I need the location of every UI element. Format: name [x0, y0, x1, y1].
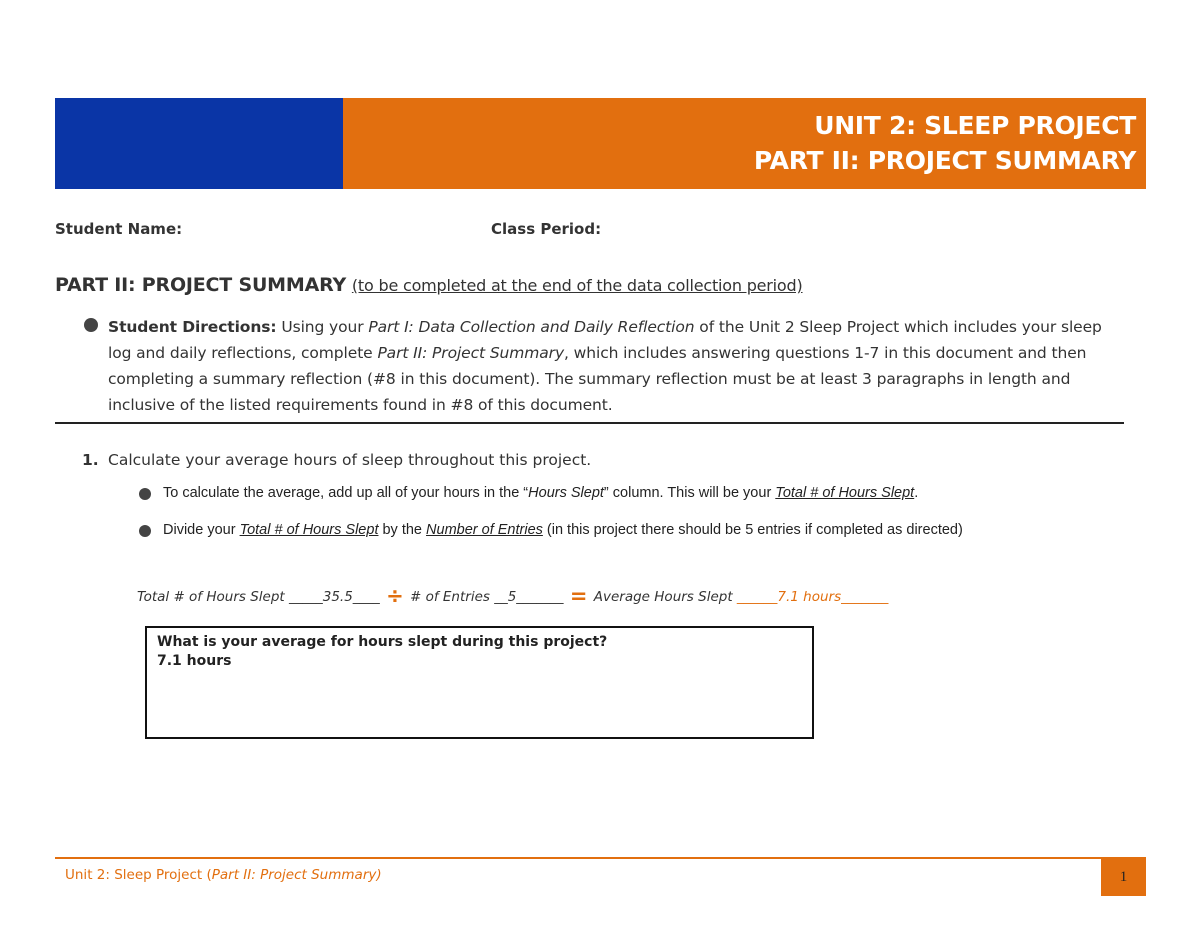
entries-label: # of Entries [405, 589, 495, 605]
section-subtitle: (to be completed at the end of the data collection period) [351, 276, 803, 295]
entries-value: __5_______ [494, 589, 564, 605]
divide-symbol: ÷ [386, 584, 404, 608]
question-1 [82, 451, 591, 469]
average-calculation [137, 584, 888, 608]
average-label: Average Hours Slept [589, 589, 737, 605]
title-line-2: PART II: PROJECT SUMMARY [753, 146, 1136, 175]
total-hours-label: Total # of Hours Slept [137, 589, 289, 605]
footer-text: Unit 2: Sleep Project (Part II: Project Summary) [65, 867, 382, 883]
student-directions: Student Directions: Using your Part I: Data Collection and Daily Reflection of the Unit 2 Sleep Project which includes your sleep log and daily reflections, complete Part II: Project Summary, which includes answering questions 1-7 in this document and then completing a summary reflection (#8 in this document). The summary reflection must be at least 3 paragraphs in length and inclusive of the listed requirements found in #8 of this document. [108, 318, 1102, 414]
section-title: PART II: PROJECT SUMMARY [55, 274, 347, 296]
answer-box[interactable] [145, 626, 814, 739]
question-text: Calculate your average hours of sleep throughout this project. [108, 451, 592, 469]
title-line-1: UNIT 2: SLEEP PROJECT [814, 111, 1136, 140]
directions-ref-part1: Part I: Data Collection and Daily Reflection [368, 318, 695, 336]
answer-value: 7.1 hours [157, 653, 232, 669]
directions-label: Student Directions: [108, 318, 277, 336]
question-number: 1. [82, 451, 99, 469]
bullet-icon [139, 488, 151, 500]
section-heading [55, 274, 803, 296]
banner-title [754, 108, 1136, 178]
student-name-label: Student Name: [55, 220, 183, 238]
bullet-icon [84, 318, 98, 332]
instruction-bullet-2: Divide your Total # of Hours Slept by the Number of Entries (in this project there should be 5 entries if completed as directed) [163, 522, 963, 538]
directions-ref-part2: Part II: Project Summary [377, 344, 565, 362]
class-period-label: Class Period: [491, 220, 602, 238]
total-hours-value: _____35.5____ [288, 589, 380, 605]
page-number: 1 [1101, 859, 1146, 896]
equals-symbol: = [569, 584, 588, 608]
header-banner [55, 98, 1146, 189]
answer-question: What is your average for hours slept during this project? [157, 634, 608, 650]
section-divider [55, 422, 1124, 424]
bullet-icon [139, 525, 151, 537]
instruction-bullet-1: To calculate the average, add up all of your hours in the “Hours Slept” column. This will be your Total # of Hours Slept. [163, 485, 919, 501]
banner-blue-block [55, 98, 343, 189]
footer-divider [55, 857, 1146, 859]
average-value: ______7.1 hours_______ [736, 589, 889, 605]
